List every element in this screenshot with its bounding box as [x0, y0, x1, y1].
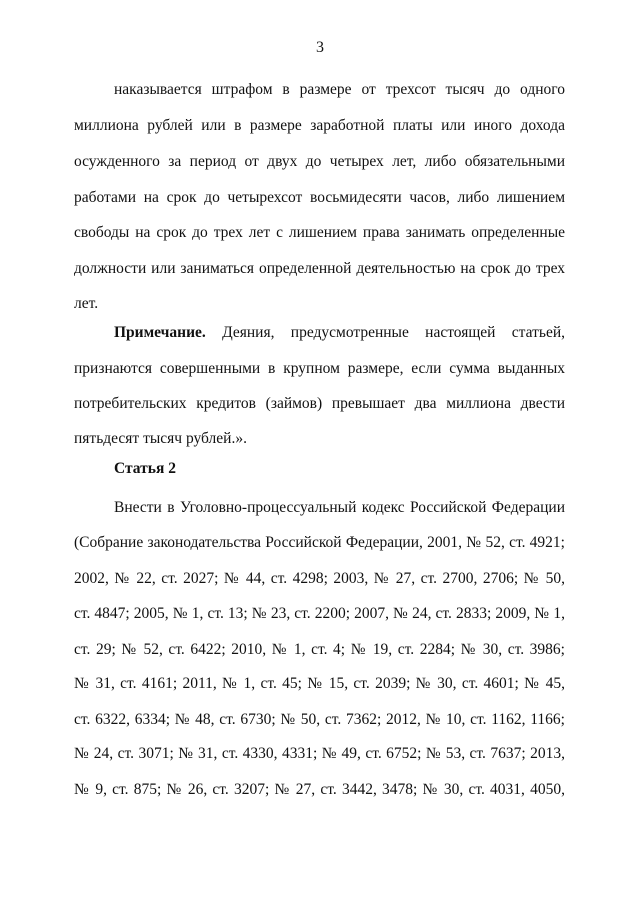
page-number: 3 — [316, 39, 324, 56]
note-label: Примечание. — [114, 324, 206, 341]
note-line-1 — [114, 323, 565, 343]
paragraph1-line-7: лет. — [74, 295, 99, 312]
article2-line-9: № 9, ст. 875; № 26, ст. 3207; № 27, ст. 3442, 3478; № 30, ст. 4031, 4050, — [74, 781, 565, 798]
paragraph1-line-2: миллиона рублей или в размере заработной платы или иного дохода — [74, 117, 565, 134]
article2-line-7: ст. 6322, 6334; № 48, ст. 6730; № 50, ст. 7362; 2012, № 10, ст. 1162, 1166; — [74, 711, 565, 728]
paragraph1-line-1: наказывается штрафом в размере от трехсот тысяч до одного — [114, 81, 565, 98]
paragraph1-line-4: работами на срок до четырехсот восьмидесяти часов, либо лишением — [74, 189, 565, 206]
paragraph1-line-3: осужденного за период от двух до четырех лет, либо обязательными — [74, 153, 565, 170]
note-line-3: потребительских кредитов (займов) превышает два миллиона двести — [74, 395, 565, 412]
article2-line-5: ст. 29; № 52, ст. 6422; 2010, № 1, ст. 4; № 19, ст. 2284; № 30, ст. 3986; — [74, 641, 565, 658]
article2-heading: Статья 2 — [114, 460, 176, 477]
article2-line-1: Внести в Уголовно-процессуальный кодекс Российской Федерации — [114, 499, 565, 516]
article2-line-2: (Собрание законодательства Российской Федерации, 2001, № 52, ст. 4921; — [74, 534, 565, 551]
note-line-4: пятьдесят тысяч рублей.». — [74, 430, 247, 447]
note-line-2: признаются совершенными в крупном размере, если сумма выданных — [74, 360, 565, 377]
article2-line-8: № 24, ст. 3071; № 31, ст. 4330, 4331; № 49, ст. 6752; № 53, ст. 7637; 2013, — [74, 745, 565, 762]
paragraph1-line-6: должности или заниматься определенной деятельностью на срок до трех — [74, 260, 565, 277]
note-line-1-text: Деяния, предусмотренные настоящей статьей, — [222, 324, 565, 341]
article2-line-6: № 31, ст. 4161; 2011, № 1, ст. 45; № 15, ст. 2039; № 30, ст. 4601; № 45, — [74, 675, 565, 692]
article2-line-3: 2002, № 22, ст. 2027; № 44, ст. 4298; 2003, № 27, ст. 2700, 2706; № 50, — [74, 570, 565, 587]
paragraph1-line-5: свободы на срок до трех лет с лишением права занимать определенные — [74, 224, 565, 241]
article2-line-4: ст. 4847; 2005, № 1, ст. 13; № 23, ст. 2200; 2007, № 24, ст. 2833; 2009, № 1, — [74, 605, 565, 622]
